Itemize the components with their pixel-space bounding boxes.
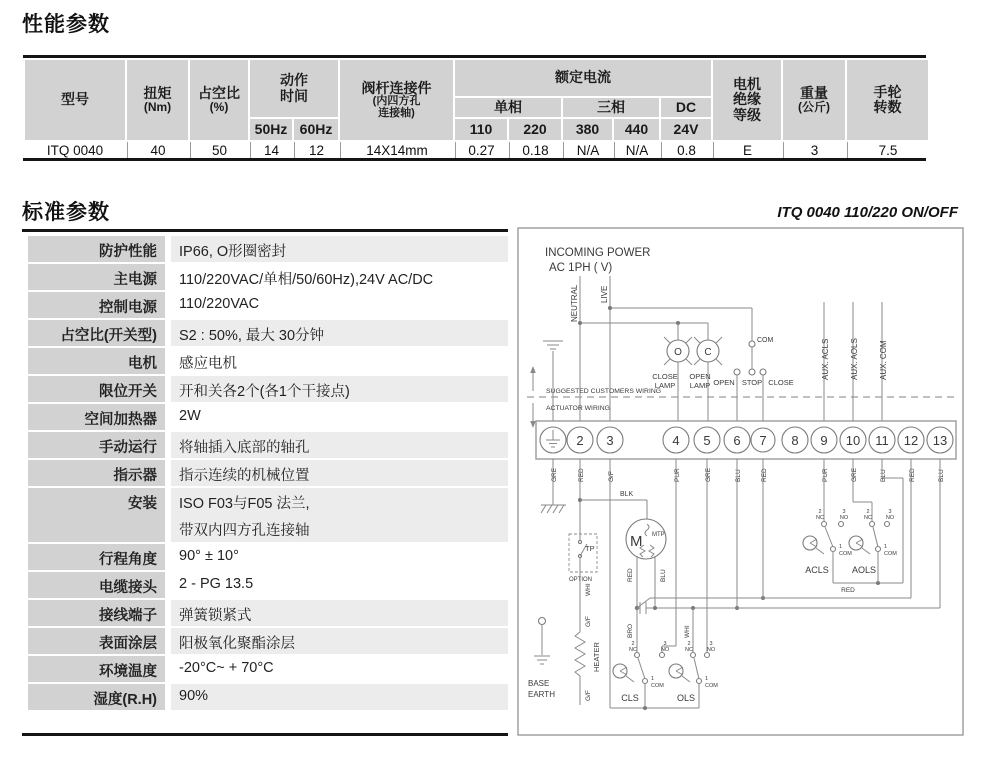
- acls-no-label: NO: [839, 515, 849, 521]
- whi-wire-label: WHI: [585, 583, 592, 596]
- wiring-boundary: [527, 190, 957, 428]
- cls-no-number: 3: [663, 641, 667, 647]
- acls-nc-label: NC: [816, 515, 824, 521]
- spec-row: [28, 432, 508, 458]
- base-earth-symbol: [528, 618, 555, 700]
- cell-time-50hz: 14: [250, 142, 292, 158]
- terminal-5: 5: [703, 433, 711, 448]
- col-header-three-phase: 三相: [563, 98, 659, 117]
- spec-row: [28, 656, 508, 682]
- actuator-wiring-label: ACTUATOR WIRING: [546, 405, 610, 412]
- aux-acls-label: AUX. ACLS: [821, 338, 830, 380]
- motor-label: M: [630, 533, 643, 550]
- gf-wire-label-bottom: G/F: [585, 690, 592, 701]
- cls-com-label: COM: [651, 683, 664, 689]
- terminal-strip: [536, 421, 956, 459]
- cls-com-number: 1: [651, 676, 655, 682]
- wire-color-2: RED: [578, 468, 585, 482]
- spec-label: 安装: [28, 488, 165, 542]
- table-bottom-rule: [23, 158, 926, 161]
- bro-wire-label: BRO: [627, 623, 634, 638]
- spec-label: 指示器: [28, 460, 165, 486]
- spec-value: 90%: [171, 684, 508, 710]
- wire-color-13: BLU: [938, 469, 945, 482]
- terminal-earth: [540, 427, 566, 453]
- spec-value: 2W: [179, 408, 201, 424]
- spec-row: [28, 572, 508, 598]
- spec-label: 行程角度: [28, 544, 165, 570]
- col-header-dc: DC: [661, 98, 711, 117]
- mtp-label: MTP: [652, 532, 665, 538]
- supply-wires: [570, 276, 752, 421]
- aux-lines: [821, 302, 888, 421]
- aux-com-label: AUX. COM: [879, 340, 888, 380]
- heater-symbol: [575, 632, 585, 676]
- col-header-60hz: 60Hz: [294, 119, 338, 140]
- col-header-single-phase: 单相: [455, 98, 561, 117]
- spec-row: [28, 460, 508, 486]
- base-earth-label1: BASE: [528, 679, 550, 688]
- com-button-label: COM: [757, 337, 774, 344]
- spec-label: 湿度(R.H): [28, 684, 165, 710]
- acls-no-number: 3: [842, 509, 846, 515]
- close-button-label: CLOSE: [768, 378, 794, 387]
- col-header-24v: 24V: [661, 119, 711, 140]
- spec-value: 感应电机: [179, 356, 237, 372]
- spec-label: 占空比(开关型): [28, 320, 165, 346]
- spec-row: [28, 292, 508, 318]
- open-lamp-label: OPEN: [689, 372, 711, 381]
- spec-label: 防护性能: [28, 236, 165, 262]
- spec-label: 电缆接头: [28, 572, 165, 598]
- aols-com-label: COM: [884, 551, 897, 557]
- cls-no-label: NO: [660, 647, 670, 653]
- spec-label: 限位开关: [28, 376, 165, 402]
- cls-nc-label: NC: [629, 647, 637, 653]
- ols-label: OLS: [676, 693, 696, 703]
- spec-label: 控制电源: [28, 292, 165, 318]
- col-header-operating-time: 动作 时间: [250, 60, 338, 117]
- tp-option-box: [569, 534, 597, 572]
- ols-com-number: 1: [705, 676, 709, 682]
- spec-label: 表面涂层: [28, 628, 165, 654]
- spec-value: 110/220VAC: [179, 296, 260, 312]
- cell-model: ITQ 0040: [25, 142, 125, 158]
- spec-row: [28, 320, 508, 346]
- spec-label: 电机: [28, 348, 165, 374]
- spec-row: [28, 544, 508, 570]
- spec-value: 90° ± 10°: [179, 548, 239, 564]
- spec-value: 阳极氧化聚酯涂层: [171, 628, 508, 654]
- close-lamp-label2: LAMP: [654, 381, 676, 390]
- heater-label: HEATER: [592, 642, 601, 672]
- col-header-duty: 占空比 (%): [190, 60, 248, 140]
- spec-value: S2 : 50%, 最大 30分钟: [171, 320, 508, 346]
- col-header-220v: 220: [509, 119, 561, 140]
- col-header-handwheel: 手轮 转数: [847, 60, 928, 140]
- tp-label: TP: [585, 544, 595, 553]
- gf-wire-label-top: G/F: [585, 616, 592, 627]
- standard-section-title: 标准参数: [22, 201, 110, 224]
- terminal-8: 8: [791, 433, 799, 448]
- lamp-c-glyph: C: [704, 347, 712, 358]
- terminal-3: 3: [606, 433, 614, 448]
- ols-switch: [669, 641, 718, 703]
- spec-label: 手动运行: [28, 432, 165, 458]
- open-button-label: OPEN: [713, 378, 735, 387]
- wire-color-11: BLU: [880, 469, 887, 482]
- ols-nc-number: 2: [687, 641, 691, 647]
- spec-value: 开和关各2个(各1个干接点): [171, 376, 508, 402]
- wire-color-10: GRE: [851, 467, 858, 482]
- stop-button-label: STOP: [741, 378, 763, 387]
- spec-row: [28, 264, 508, 290]
- spec-label: 接线端子: [28, 600, 165, 626]
- close-lamp-label: CLOSE: [652, 372, 678, 381]
- blk-wire-label: BLK: [620, 491, 634, 498]
- col-header-380v: 380: [563, 119, 612, 140]
- spec-row: [28, 488, 508, 542]
- standard-spec-list: [28, 236, 508, 712]
- specs-top-rule: [22, 229, 508, 232]
- acls-label: ACLS: [805, 565, 829, 575]
- aols-switch: [849, 509, 897, 583]
- internal-wiring: [528, 459, 940, 710]
- spec-label: 主电源: [28, 264, 165, 290]
- specs-bottom-rule: [22, 733, 508, 736]
- red-jumper-label: RED: [841, 587, 855, 594]
- performance-table: [23, 58, 930, 160]
- performance-section-title: 性能参数: [22, 13, 110, 36]
- cls-switch: [613, 641, 670, 703]
- incoming-power-label: INCOMING POWER: [545, 247, 651, 259]
- terminal-12: 12: [903, 433, 919, 448]
- cell-current-440: N/A: [614, 142, 659, 158]
- spec-value: IP66, O形圈密封: [171, 236, 508, 262]
- spec-value: 将轴插入底部的轴孔: [171, 432, 508, 458]
- spec-value: 2 - PG 13.5: [179, 576, 254, 592]
- cell-insulation: E: [713, 142, 781, 158]
- col-header-model: 型号: [25, 60, 125, 140]
- cell-handwheel: 7.5: [847, 142, 928, 158]
- col-header-insulation: 电机 绝缘 等级: [713, 60, 781, 140]
- pushbutton-group: [713, 337, 793, 421]
- aols-nc-label: NC: [864, 515, 872, 521]
- aols-no-number: 3: [888, 509, 892, 515]
- ols-com-label: COM: [705, 683, 718, 689]
- ols-no-label: NO: [706, 647, 716, 653]
- terminal-7: 7: [759, 433, 767, 448]
- col-header-110v: 110: [455, 119, 507, 140]
- col-header-50hz: 50Hz: [250, 119, 292, 140]
- acls-com-label: COM: [839, 551, 852, 557]
- terminal-4: 4: [672, 433, 680, 448]
- live-label: LIVE: [600, 285, 609, 303]
- acls-switch: [803, 509, 852, 583]
- spec-label: 空间加热器: [28, 404, 165, 430]
- cls-nc-number: 2: [631, 641, 635, 647]
- diagram-title: ITQ 0040 110/220 ON/OFF: [777, 204, 958, 221]
- lamp-o-glyph: O: [674, 347, 682, 358]
- option-label: OPTION: [569, 577, 593, 583]
- wiring-diagram: [505, 190, 1000, 765]
- ols-nc-label: NC: [685, 647, 693, 653]
- aols-no-label: NO: [885, 515, 895, 521]
- wire-color-3: G/F: [608, 471, 615, 482]
- whi-wire-label2: WHI: [684, 625, 691, 638]
- spec-row: [28, 236, 508, 262]
- spec-row: [28, 404, 508, 430]
- spec-row: [28, 684, 508, 710]
- spec-label: 环境温度: [28, 656, 165, 682]
- aols-nc-number: 2: [866, 509, 870, 515]
- terminal-2: 2: [576, 433, 584, 448]
- motor-blu-wire-label: BLU: [660, 569, 667, 582]
- motor-red-wire-label: RED: [627, 568, 634, 582]
- terminal-9: 9: [820, 433, 828, 448]
- wire-color-7: RED: [761, 468, 768, 482]
- suggested-wiring-label: SUGGESTED CUSTOMERS WIRING: [546, 388, 662, 395]
- cell-current-380: N/A: [563, 142, 612, 158]
- wire-color-4: PUR: [674, 468, 681, 482]
- table-row: [25, 142, 928, 158]
- spec-value: 弹簧锁紧式: [171, 600, 508, 626]
- wire-color-earth: GRE: [551, 467, 558, 482]
- wire-color-6: BLU: [735, 469, 742, 482]
- open-lamp-label2: LAMP: [689, 381, 711, 390]
- terminal-6: 6: [733, 433, 741, 448]
- spec-row: [28, 600, 508, 626]
- cell-current-24v: 0.8: [661, 142, 711, 158]
- col-header-weight: 重量 (公斤): [783, 60, 845, 140]
- terminal-11: 11: [875, 433, 889, 448]
- col-header-rated-current: 额定电流: [455, 60, 711, 96]
- terminal-10: 10: [845, 433, 861, 448]
- cell-current-110: 0.27: [455, 142, 507, 158]
- cell-torque: 40: [127, 142, 188, 158]
- cell-weight: 3: [783, 142, 845, 158]
- wire-color-9: PUR: [822, 468, 829, 482]
- spec-row: [28, 376, 508, 402]
- acls-com-number: 1: [839, 544, 843, 550]
- spec-value: 110/220VAC/单相/50/60Hz),24V AC/DC: [179, 272, 434, 288]
- cell-current-220: 0.18: [509, 142, 561, 158]
- incoming-voltage-label: AC 1PH ( V): [549, 262, 613, 274]
- wire-color-5: GRE: [705, 467, 712, 482]
- spec-row: [28, 348, 508, 374]
- aols-com-number: 1: [884, 544, 888, 550]
- wire-color-12: RED: [909, 468, 916, 482]
- spec-value: ISO F03与F05 法兰, 带双内四方孔连接轴: [171, 488, 508, 542]
- cell-duty: 50: [190, 142, 248, 158]
- spec-row: [28, 628, 508, 654]
- terminal-13: 13: [932, 433, 948, 448]
- ols-no-number: 3: [709, 641, 713, 647]
- col-header-440v: 440: [614, 119, 659, 140]
- motor-symbol: [626, 519, 666, 559]
- cell-stem: 14X14mm: [340, 142, 453, 158]
- acls-nc-number: 2: [818, 509, 822, 515]
- cell-time-60hz: 12: [294, 142, 338, 158]
- cls-label: CLS: [621, 693, 639, 703]
- col-header-torque: 扭矩 (Nm): [127, 60, 188, 140]
- spec-value: 指示连续的机械位置: [171, 460, 508, 486]
- base-earth-label2: EARTH: [528, 690, 555, 699]
- col-header-stem: 阀杆连接件 (内四方孔 连接轴): [340, 60, 453, 140]
- aux-aols-label: AUX. AOLS: [850, 338, 859, 380]
- neutral-label: NEUTRAL: [570, 284, 579, 322]
- aols-label: AOLS: [851, 565, 877, 575]
- spec-value: -20°C~ + 70°C: [179, 660, 274, 676]
